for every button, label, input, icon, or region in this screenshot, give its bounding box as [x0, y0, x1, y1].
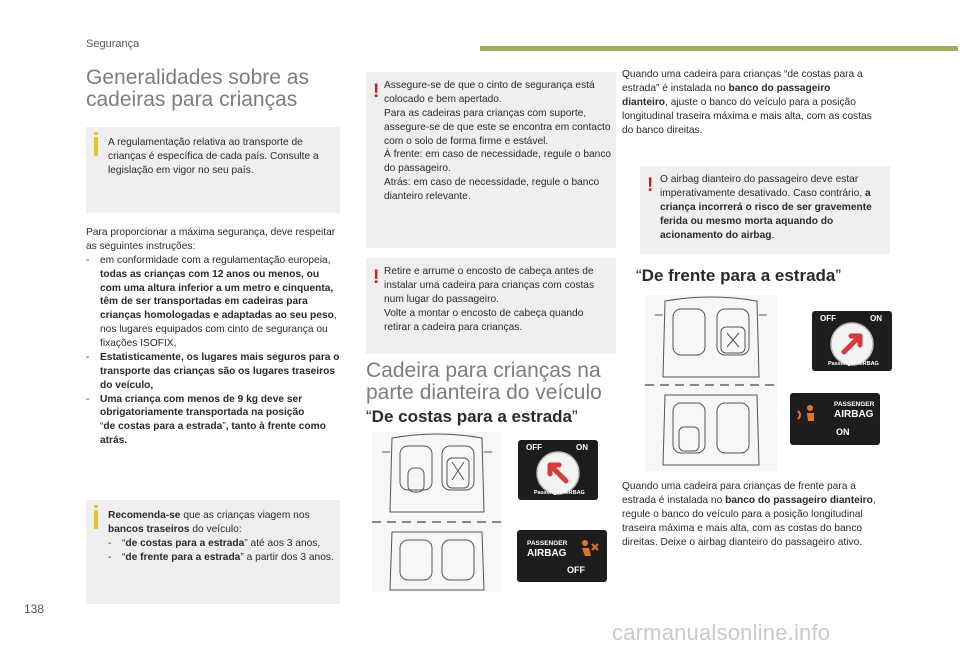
header-accent-bar: [480, 46, 958, 51]
car-illustration-forward-facing: [645, 295, 777, 471]
col2-title: [366, 360, 626, 404]
warning-icon: !: [373, 81, 380, 102]
list-item: - Uma criança com menos de 9 kg deve ser obrigatoriamente transportada na posição “de costas para a estrada”, tanto à frente como atrás.: [86, 393, 326, 447]
indicator-off-line1: PASSENGER: [527, 540, 568, 547]
warning-box-seatbelt: [366, 72, 616, 248]
col3-rear-facing-text: Quando uma cadeira para crianças “de costas para a estrada” é instalada no banco do passageiro dianteiro, ajuste o banco do veículo para a posição longitudinal traseira máxima e mais alta, com as costas do banco direitas.: [622, 69, 872, 136]
info-box-regulation: [86, 127, 340, 213]
airbag-switch-on: [812, 311, 892, 371]
list-item: - em conformidade com a regulamentação europeia, todas as crianças com 12 anos ou menos, ou com uma altura inferior a um metro e cinquenta, têm de ser transportadas em cadeiras para crianças homologadas e adaptadas ao seu peso, nos lugares equipados com cinto de segurança ou fixações ISOFIX,: [86, 254, 337, 349]
col2-title-line2: parte dianteira do veículo: [366, 381, 602, 405]
info-icon: [94, 137, 98, 156]
warning-box-airbag: [640, 166, 890, 254]
warning-headrest-text: Retire e arrume o encosto de cabeça antes de instalar uma cadeira para crianças com costas num lugar do passageiro. Volte a montar o encosto de cabeça quando retirar a cadeira para crianças.: [384, 266, 595, 333]
subtitle-rear-facing: “De costas para a estrada”: [366, 407, 578, 426]
switch-on-label: ON: [870, 314, 882, 323]
airbag-switch-off: [518, 440, 598, 500]
indicator-off-line2: AIRBAG: [527, 548, 567, 559]
indicator-on-line2: AIRBAG: [834, 409, 874, 420]
indicator-off-state: OFF: [567, 565, 585, 575]
car-illustration-rear-facing: [372, 432, 502, 592]
watermark: carmanualsonline.info: [612, 620, 831, 645]
passenger-airbag-off-indicator: [517, 530, 607, 582]
switch-off-label: OFF: [526, 443, 542, 452]
warning-airbag-text: O airbag dianteiro do passageiro deve estar imperativamente desativado. Caso contrário, a criança incorrerá o risco de ser gravemente ferida ou mesmo morta aquando do acionamento do airbag.: [660, 174, 872, 241]
passenger-airbag-on-indicator: [790, 393, 880, 445]
list-item: - “de costas para a estrada” até aos 3 anos,: [108, 537, 321, 549]
warning-box-headrest: [366, 258, 616, 354]
switch-arc-label: Passenger AIRBAG: [534, 490, 585, 496]
col1-title: [86, 67, 346, 111]
col1-title-line2: cadeiras para crianças: [86, 88, 298, 112]
indicator-on-line1: PASSENGER: [834, 401, 875, 408]
subtitle-forward-facing: “De frente para a estrada”: [636, 266, 842, 285]
info-icon: [94, 510, 98, 529]
indicator-on-state: ON: [836, 427, 850, 437]
switch-arc-label: Passenger AIRBAG: [828, 361, 879, 367]
list-item: - “de frente para a estrada” a partir dos 3 anos.: [108, 551, 334, 563]
list-item: - Estatisticamente, os lugares mais seguros para o transporte das crianças são os lugares traseiros do veículo,: [86, 351, 340, 391]
info-box-text: A regulamentação relativa ao transporte de crianças é específica de cada país. Consulte a legislação em vigor no seu país.: [108, 137, 319, 176]
warning-seatbelt-text: Assegure-se de que o cinto de segurança está colocado e bem apertado. Para as cadeiras para crianças com suporte, assegure-se de que este se encontra em contacto com o solo de forma firme e estável. À frente: em caso de necessidade, regule o banco do passageiro. Atrás: em caso de necessidade, regule o banco dianteiro relevante.: [384, 80, 612, 202]
col1-title-line1: Generalidades sobre as: [86, 66, 309, 89]
page-number: 138: [24, 602, 45, 616]
col3-forward-facing-text: Quando uma cadeira para crianças de frente para a estrada é instalada no banco do passageiro dianteiro, regule o banco do veículo para a posição longitudinal traseira máxima e mais alta, com as costas do banco direitas. Deixe o airbag dianteiro do passageiro ativo.: [622, 481, 876, 548]
airbag-person-icon: [579, 538, 601, 562]
info-box-recommendation: [86, 500, 340, 604]
switch-off-label: OFF: [820, 314, 836, 323]
recommendation-text: Recomenda-se que as crianças viagem nos bancos traseiros do veículo: - “de costas para a estrada” até aos 3 anos, - “de frente para a estrada” a partir dos 3 anos.: [108, 509, 336, 565]
airbag-person-icon: [796, 403, 818, 427]
warning-icon: !: [373, 267, 380, 288]
section-label: Segurança: [86, 38, 140, 50]
col1-intro: Para proporcionar a máxima segurança, deve respeitar as seguintes instruções:: [86, 227, 336, 252]
switch-on-label: ON: [576, 443, 588, 452]
col2-title-line1: Cadeira para crianças na: [366, 359, 601, 382]
col1-instructions: [86, 226, 342, 448]
warning-icon: !: [647, 175, 654, 196]
